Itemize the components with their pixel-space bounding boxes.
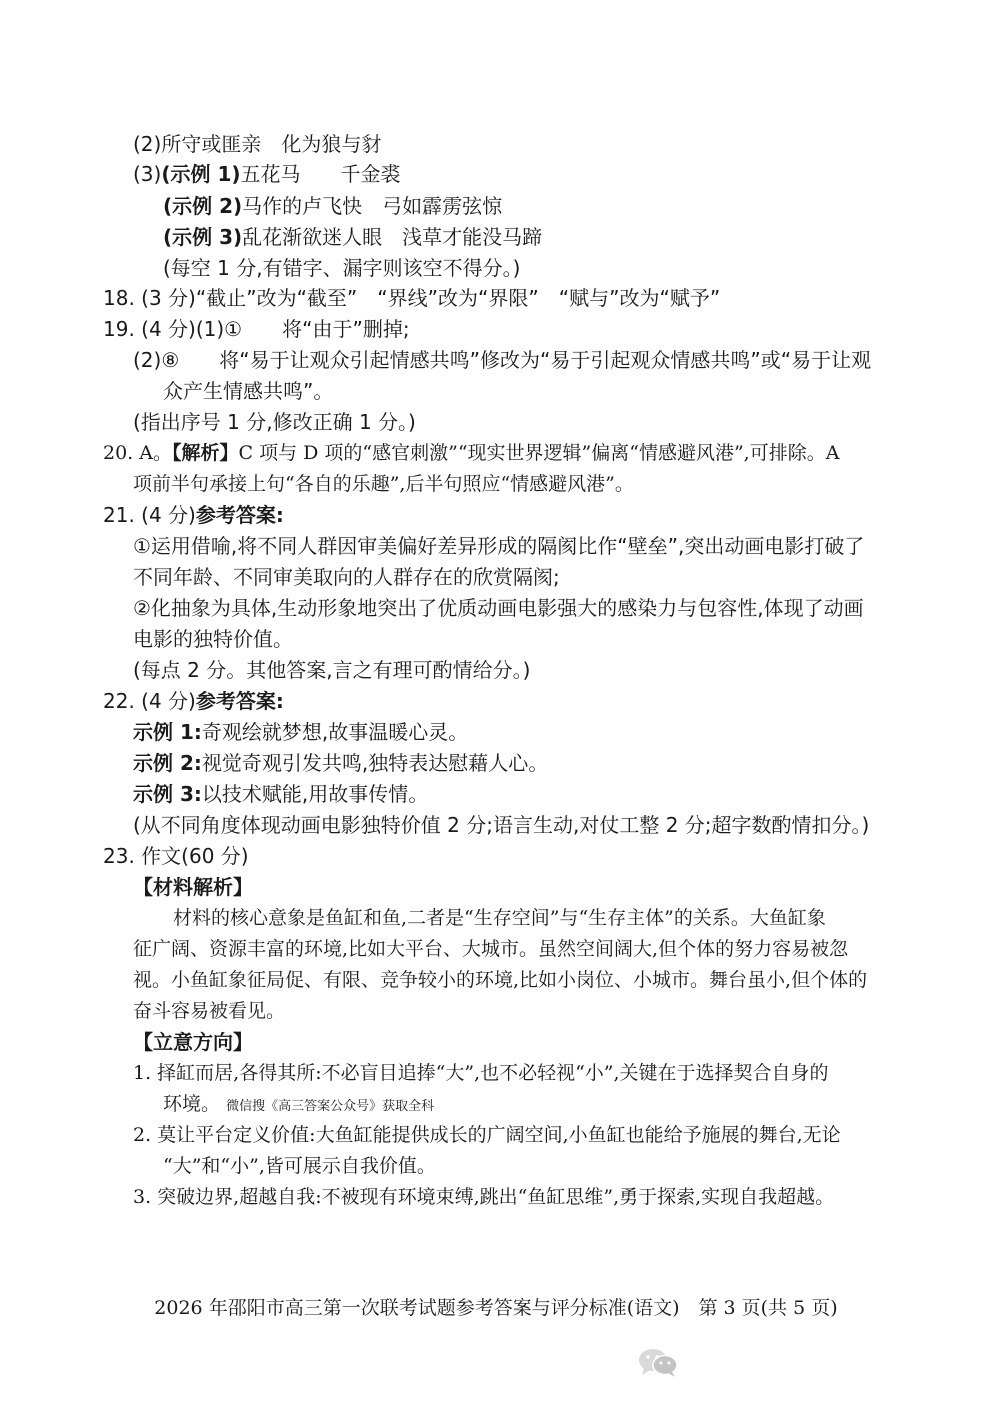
q19-line-3: 众产生情感共鸣”。 [163,379,334,403]
q22-ref-label: 参考答案: [195,689,284,713]
q17-example-3 [163,223,542,251]
watermark-text: 微信搜《高三答案公众号》获取全科 [226,1099,435,1114]
q22-heading [103,687,284,715]
q21-ref-label: 参考答案: [195,503,284,527]
q21-line-2: 不同年龄、不同审美取向的人群存在的欣赏隔阂; [133,565,560,589]
q22-example-3-text: 以技术赋能,用故事传情。 [201,782,429,806]
q22-note: (从不同角度体现动画电影独特价值 2 分;语言生动,对仗工整 2 分;超字数酌情扣分。) [133,813,870,837]
q17-note: (每空 1 分,有错字、漏字则该空不得分。) [163,256,521,280]
wechat-icon [636,1346,680,1378]
example-1-label: (示例 1) [161,162,241,186]
q22-example-1-text: 奇观绘就梦想,故事温暖心灵。 [201,720,469,744]
material-line-4: 奋斗容易被看见。 [133,1000,286,1022]
q18-answer: 18. (3 分)“截止”改为“截至” “界线”改为“界限” “赋与”改为“赋予” [103,286,721,310]
example-3-text: 乱花渐欲迷人眼 浅草才能没马蹄 [242,225,543,249]
example-2-label: (示例 2) [163,194,243,218]
q22-prefix: 22. (4 分) [103,689,196,713]
q20-prefix: 20. A。 [103,442,172,464]
q20-line-1 [103,439,839,467]
q22-example-2-text: 视觉奇观引发共鸣,独特表达慰藉人心。 [201,751,549,775]
q22-example-2 [133,749,548,777]
q20-analysis-tag: 【解析】 [171,442,239,464]
example-3-label: (示例 3) [163,225,243,249]
example-1-text: 五花马 千金裘 [240,162,401,186]
example-2-text: 马作的卢飞快 弓如霹雳弦惊 [242,194,503,218]
intent-2-line-1: 2. 莫让平台定义价值:大鱼缸能提供成长的广阔空间,小鱼缸也能给予施展的舞台,无论 [133,1124,841,1146]
q21-line-4: 电影的独特价值。 [133,627,293,651]
q23-title: 23. 作文(60 分) [103,844,249,868]
q17-example-2 [163,192,502,220]
material-analysis-heading: 【材料解析】 [133,875,253,899]
q20-line-2: 项前半句承接上句“各自的乐趣”,后半句照应“情感避风港”。 [133,473,634,495]
intent-2-line-2: “大”和“小”,皆可展示自我价值。 [163,1155,436,1177]
q21-note: (每点 2 分。其他答案,言之有理可酌情给分。) [133,658,531,682]
q22-example-1-label: 示例 1: [133,720,202,744]
q21-heading [103,501,284,529]
intent-heading: 【立意方向】 [133,1030,253,1054]
q22-example-2-label: 示例 2: [133,751,202,775]
q17-part3-label: (3) [133,162,162,186]
q19-line-1: 19. (4 分)(1)① 将“由于”删掉; [103,317,410,341]
q21-prefix: 21. (4 分) [103,503,196,527]
q17-part2: (2)所守或匪亲 化为狼与豺 [133,132,382,156]
material-line-2: 征广阔、资源丰富的环境,比如大平台、大城市。虽然空间阔大,但个体的努力容易被忽 [133,938,849,960]
q21-line-3: ②化抽象为具体,生动形象地突出了优质动画电影强大的感染力与包容性,体现了动画 [133,596,864,620]
q21-line-1: ①运用借喻,将不同人群因审美偏好差异形成的隔阂比作“壁垒”,突出动画电影打破了 [133,534,865,558]
q22-example-3-label: 示例 3: [133,782,202,806]
intent-1-line-1: 1. 择缸而居,各得其所:不必盲目追捧“大”,也不必轻视“小”,关键在于选择契合自身的 [133,1062,829,1084]
intent-3: 3. 突破边界,超越自我:不被现有环境束缚,跳出“鱼缸思维”,勇于探索,实现自我超越。 [133,1186,835,1208]
q20-text-1: C 项与 D 项的“感官刺激”“现实世界逻辑”偏离“情感避风港”,可排除。A [238,442,840,464]
q17-part3 [133,160,401,188]
q22-example-1 [133,718,468,746]
page-footer: 2026 年邵阳市高三第一次联考试题参考答案与评分标准(语文) 第 3 页(共 5 页) [154,1297,838,1319]
q19-note: (指出序号 1 分,修改正确 1 分。) [133,410,416,434]
q22-example-3 [133,780,428,808]
intent-1-text: 环境。 [163,1093,221,1115]
intent-1-line-2 [163,1090,434,1121]
material-line-1: 材料的核心意象是鱼缸和鱼,二者是“生存空间”与“生存主体”的关系。大鱼缸象 [173,907,826,929]
material-line-3: 视。小鱼缸象征局促、有限、竞争较小的环境,比如小岗位、小城市。舞台虽小,但个体的 [133,969,868,991]
q19-line-2: (2)⑧ 将“易于让观众引起情感共鸣”修改为“易于引起观众情感共鸣”或“易于让观 [133,348,872,372]
